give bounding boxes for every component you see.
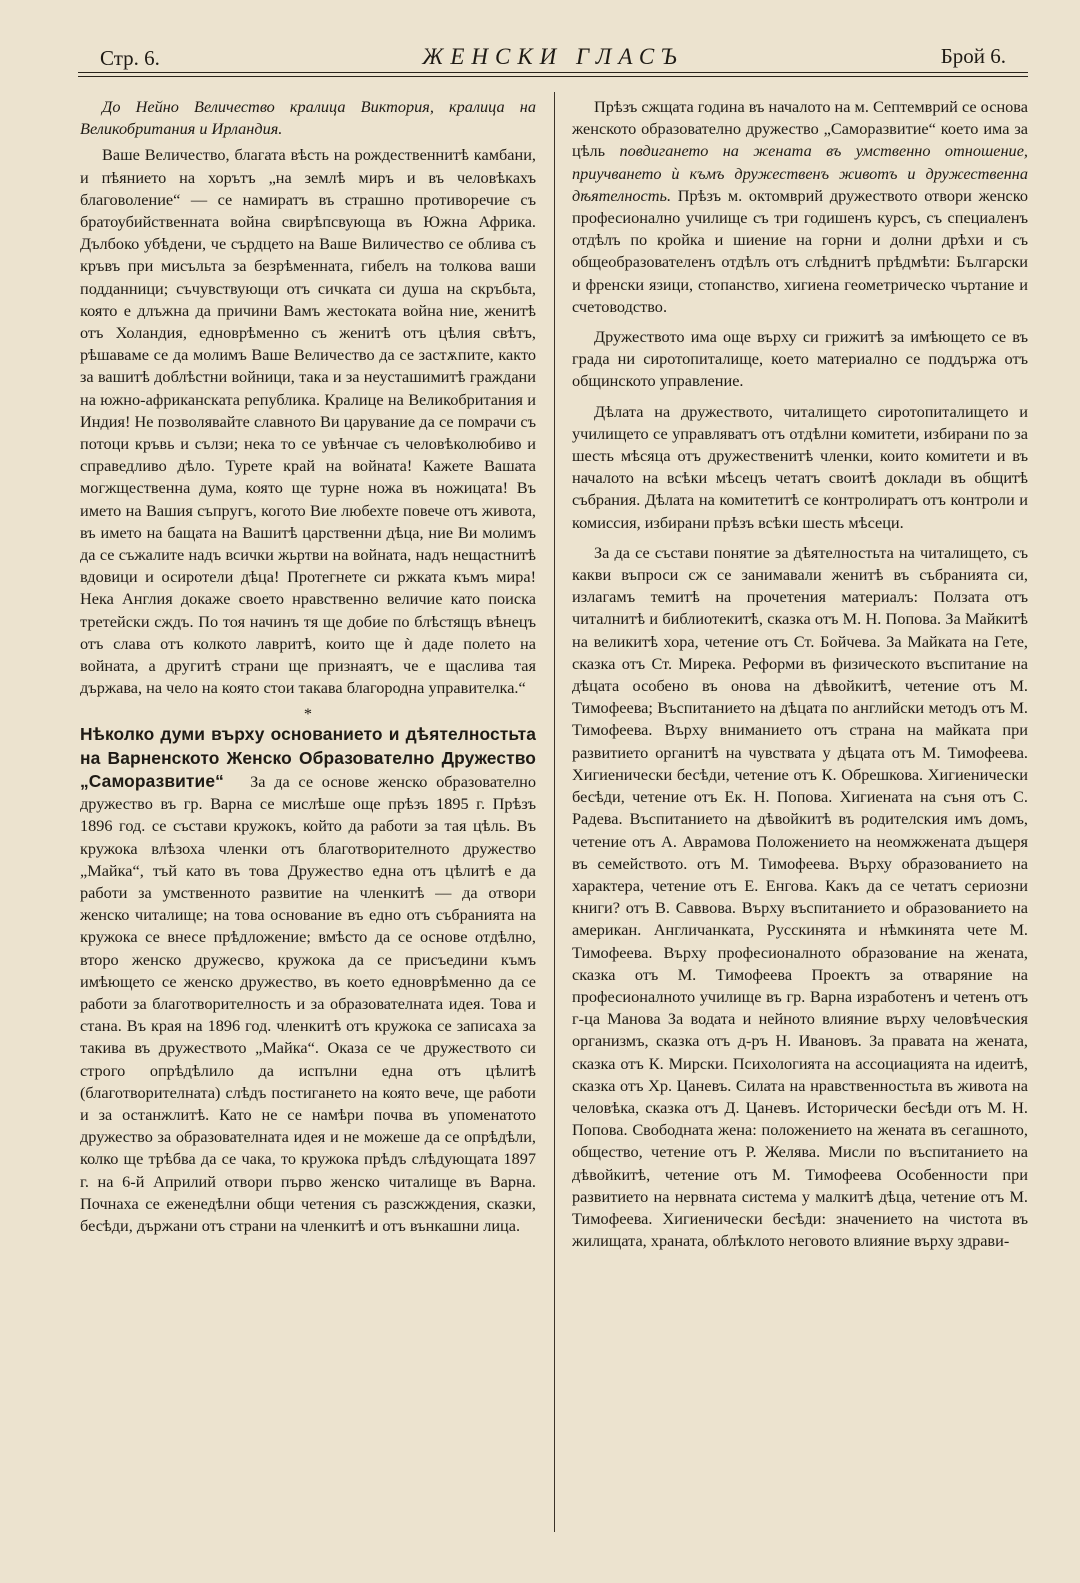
left-column [80, 96, 536, 1237]
issue-number: Брой 6. [940, 44, 1006, 68]
page-number: Стр. 6. [100, 46, 160, 70]
founding-text: Прѣзъ сжщата година въ началото на м. Септемврий се основа женското образователно дружество „Саморазвитие“ което има за цѣль [572, 97, 1029, 161]
article-paragraph [80, 723, 536, 1237]
section-separator: * [303, 704, 313, 724]
letter-address: До Нейно Величество кралица Виктория, кралица на Великобритания и Ирландия. [80, 97, 536, 139]
header-rule-thin [78, 76, 1028, 77]
journal-title: ЖЕНСКИ ГЛАСЪ [422, 44, 684, 69]
column-divider [554, 92, 555, 1532]
header-rule [78, 72, 1028, 73]
founding-text-end: Прѣзъ м. октомврий дружеството отвори женско професионално училище съ три годишенъ курсъ, съ специаленъ отдѣлъ по кройка и шиение на горни и долни дрѣхи и съ общеобразователенъ отдѣлъ отъ слѣднитѣ прѣдмѣти: Български и френски язици, стопанство, хигиена геометрическо чъртание и счетоводство. [572, 185, 1028, 316]
paragraph-committees: Дѣлата на дружеството, читалището сиротопиталището и училището се управляватъ отъ отдѣлни комитети, избирани по за шесть мѣсяца отъ дружественитѣ членки, които комитети и въ началото на всѣки мѣсецъ четатъ своитѣ доклади въ общитѣ събрания. Дѣлата на комитетитѣ се контролиратъ отъ контроли и комиссия, избирани прѣзъ всѣки шесть мѣсеци. [572, 401, 1028, 532]
paragraph-lectures: За да се състави понятие за дѣятелностьта на читалището, съ какви въпроси сж се занимавали женитѣ въ събранията си, излагамъ темитѣ на прочетения материалъ: Ползата отъ читалнитѣ и библиотекитѣ, сказка отъ М. Н. Попова. За Майкитѣ на великитѣ хора, четение отъ Ст. Бойчева. За Майката на Гете, сказка отъ Ст. Мирека. Реформи въ физическото въспитание на дѣцата особено въ онова на дѣвойкитѣ, четение отъ М. Тимофеева; Въспитанието на дѣцата по английски методъ отъ М. Тимофеева. Върху вниманието отъ страна на майката при развитието органитѣ на чувствата у дѣцата отъ М. Тимофеева. Хигиенически бесѣди, четение отъ К. Обрешкова. Хигиенически бесѣди, четение отъ Ек. Н. Попова. Хигиената на съня отъ С. Радева. Въспитанието на дѣвойкитѣ въ родителския имъ домъ, четение отъ А. Аврамова Положението на неомжжената дъщеря въ семейството. отъ М. Тимофеева. Върху образованието на характера, четение отъ Е. Енгова. Какъ да се четатъ сериозни книги? отъ В. Саввова. Върху въспитанието и образованието на американ. Англичанката, Русскинята и нѣмкинята чете М. Тимофеева. Върху професионалното образование на жената, сказка отъ М. Тимофеева Проектъ за отваряние на професионалното училище въ гр. Варна изработенъ и четенъ отъ г-ца Манова За водата и нейното влияние върху человѣческия организмъ, сказка отъ д-ръ Н. Ивановъ. За правата на жената, сказка отъ К. Мирски. Психологията на ассоциацията на идеитѣ, сказка отъ Хр. Цаневъ. Силата на нравственностьта въ живота на человѣка, сказка отъ Д. Цаневъ. Исторически бесѣди отъ М. Н. Попова. Свободната жена: положението на жената въ сегашното, общество, четение отъ Р. Желява. Мисли по въспитанието на дѣвойкитѣ, четение отъ М. Тимофеева Особенности при развитието на нервната система у малкитѣ дѣца, четение отъ М. Тимофеева. Хигиенически бесѣди: значението на чистота въ жилищата, храната, облѣклото неговото влияние върху здрави- [572, 542, 1028, 1251]
paragraph-orphanage: Дружеството има още върху си грижитѣ за имѣющето се въ града ни сиротопиталище, което материално се поддържа отъ общинското управление. [572, 327, 1028, 391]
article-start: За да се основе женско образователно дружество въ гр. Варна се мислѣше още прѣзъ 1895 г. Прѣзъ 1896 год. се състави кружокъ, който да работи за тая цѣль. Въ кружока влѣзоха членки отъ благотворителното дружество „Майка“, тъй като въ това Дружество една отъ цѣлитѣ е да работи за умственното развитие на членкитѣ — да отвори женско читалище; на това основание въ едно отъ събранията на кружока се внесе прѣдложение; вмѣсто да се основе отдѣлно, второ женско дружесво, кружока да се присъедини къмъ имѣющето се женско дружество, въ което едноврѣменно да се работи за благотворителность и за образователната идея. Това и стана. Въ края на 1896 год. членкитѣ отъ кружока се записаха за такива въ дружеството „Майка“. Оказа се че дружеството си строго опрѣдѣлило да испълни една отъ цѣлитѣ (благотворителната) слѣдъ постигането на която вече, ще работи и за останжлитѣ. Като не се намѣри почва въ упоменатото дружество за образователната идея и не можеше да се опрѣдѣли, колко ще трѣбва да се чака, то кружока прѣдъ слѣдующата 1897 г. на 6-й Априлий отвори първо женско читалище въ Варна. Почнаха се еженедѣлни общи четения съ разсжждения, сказки, бесѣди, държани отъ страни на членкитѣ и отъ вънкашни лица. [80, 771, 536, 1235]
letter-body: Ваше Величество, благата вѣсть на рождественнитѣ камбани, и пѣянието на хорътъ „на землѣ миръ и въ человѣкахъ благоволение“ — се намиратъ въ страшно противоречие съ братоубийственната война свирѣпсвующа въ Южна Африка. Дълбоко убѣдени, че сърдцето на Ваше Виличество се облива съ кръвъ при мисъльта за безрѣменната, гибелъ на толкова ваши подданници; съчувствующи отъ сичката си душа на скръбьта, която е длъжна да причини Вамъ жестоката война ние, женитѣ отъ Холандия, едноврѣменно съ женитѣ отъ цѣлия свѣтъ, рѣшаваме се да молимъ Ваше Величество да се застѫпите, както за вашитѣ доблѣстни войници, така и за неусташимитѣ граждани на южно-африканската република. Кралице на Великобритания и Индия! Не позволявайте славното Ви царувание да се помрачи съ потоци кръвь и сълзи; нека то се увѣнчае съ человѣколюбиво и справедливо дѣло. Турете край на войната! Кажете Вашата могжщественна дума, която ще турне ножа въ ножицата! Въ името на Вашия съпругъ, когото Вие любехте повече отъ живота, въ името на бащата на Вашитѣ царственни дѣца, ние Ви молимъ да се съжалите надъ всички жьртви на войната, надъ нещастнитѣ вдовици и осиротели дѣца! Протегнете си ржката къмъ мира! Нека Англия докаже своето нравственно величие като поиска третейски сждъ. По тоя начинъ тя ще добие по блѣстящъ вѣнецъ отъ слава отъ колкото лавритѣ, които ще ѝ даде полето на войната, а другитѣ страни ще признаятъ, че е щаслива тая държава, на чело на която стои такава благородна управителка.“ [80, 145, 536, 698]
article-heading: Нѣколко думи върху основанието и дѣятелностьта на Варненското Женско Образователно Дружество „Саморазвитие“ [80, 724, 536, 791]
paragraph-founding [572, 96, 1028, 318]
right-column [572, 96, 1028, 1252]
society-aim: повдигането на жената въ умственно отношение, приучването ѝ къмъ дружественъ животъ и дружественна дѣятелность. [572, 141, 1028, 205]
